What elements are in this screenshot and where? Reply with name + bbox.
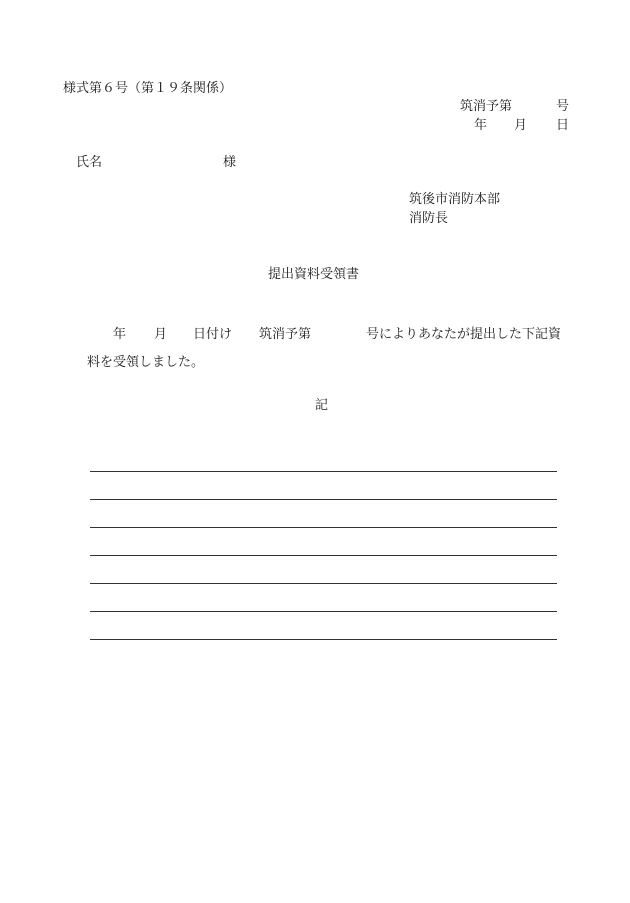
date-day-label: 日 — [556, 118, 570, 133]
date-year-label: 年 — [474, 118, 488, 133]
entry-line — [90, 555, 557, 556]
issuer-organization: 筑後市消防本部 — [409, 192, 501, 207]
body-line2: 料を受領しました。 — [87, 355, 205, 370]
issuer-title: 消防長 — [409, 211, 449, 226]
record-heading: 記 — [315, 398, 329, 413]
body-date-suffix: 日付け — [193, 327, 233, 342]
addressee-name-label: 氏名 — [76, 155, 103, 170]
entry-line — [90, 611, 557, 612]
doc-number-suffix: 号 — [556, 99, 570, 114]
body-month-label: 月 — [154, 327, 168, 342]
date-month-label: 月 — [514, 118, 528, 133]
body-ref-prefix: 筑消予第 — [259, 327, 312, 342]
body-year-label: 年 — [113, 327, 127, 342]
entry-line — [90, 499, 557, 500]
body-line1-rest: 号によりあなたが提出した下記資 — [366, 327, 562, 342]
addressee-honorific: 様 — [223, 155, 237, 170]
document-title: 提出資料受領書 — [268, 267, 360, 282]
form-number: 様式第６号（第１９条関係） — [63, 81, 233, 96]
doc-number-prefix: 筑消予第 — [460, 99, 513, 114]
entry-line — [90, 471, 557, 472]
entry-line — [90, 527, 557, 528]
entry-line — [90, 583, 557, 584]
entry-line — [90, 639, 557, 640]
